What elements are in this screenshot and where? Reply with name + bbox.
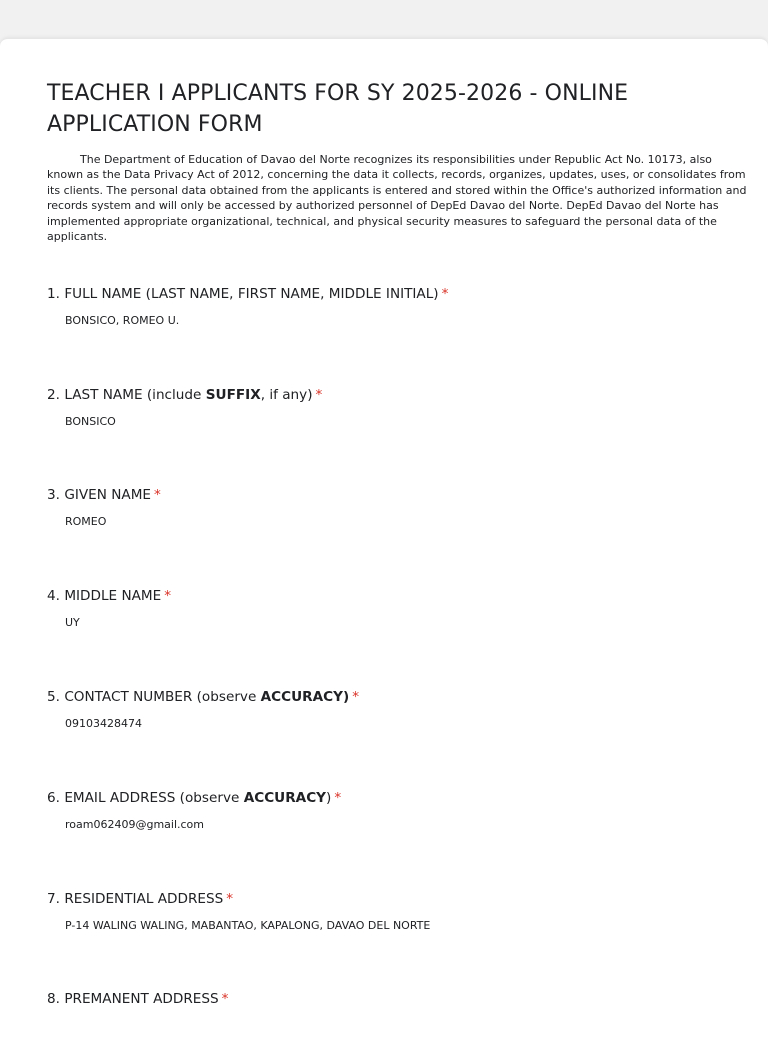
question-full-name [47, 285, 747, 328]
question-label-suffix: ) [326, 790, 332, 806]
question-residential-address [47, 890, 747, 933]
question-label: CONTACT NUMBER (observe [64, 689, 261, 705]
question-label: PREMANENT ADDRESS [64, 991, 219, 1007]
required-asterisk: * [164, 588, 172, 604]
question-title [47, 890, 747, 908]
question-label: FULL NAME (LAST NAME, FIRST NAME, MIDDLE INITIAL) [64, 286, 439, 302]
question-number: 6. [47, 790, 60, 806]
answer-contact-number: 09103428474 [65, 717, 142, 730]
question-number: 1. [47, 286, 60, 302]
question-last-name [47, 386, 747, 429]
question-middle-name [47, 587, 747, 630]
question-label: EMAIL ADDRESS (observe [64, 790, 244, 806]
required-asterisk: * [154, 487, 161, 503]
question-label-emphasis: ACCURACY [243, 790, 327, 806]
question-contact-number [47, 688, 747, 731]
question-label: GIVEN NAME [64, 487, 152, 503]
question-title [47, 285, 747, 303]
question-title [47, 789, 747, 807]
question-label: MIDDLE NAME [64, 588, 162, 604]
question-number: 5. [47, 689, 60, 705]
question-number: 7. [47, 891, 60, 907]
question-label-suffix: , if any) [260, 387, 313, 403]
form-title: TEACHER I APPLICANTS FOR SY 2025-2026 - ONLINE APPLICATION FORM [47, 81, 629, 137]
required-asterisk: * [315, 387, 323, 403]
question-title [47, 386, 747, 404]
question-number: 3. [47, 487, 60, 503]
question-label: RESIDENTIAL ADDRESS [64, 891, 224, 907]
question-number: 4. [47, 588, 60, 604]
answer-email-address: roam062409@gmail.com [65, 818, 204, 831]
question-permanent-address [47, 990, 747, 1008]
question-label-emphasis: ACCURACY) [260, 689, 350, 705]
required-asterisk: * [226, 891, 234, 907]
form-description: The Department of Education of Davao del Norte recognizes its responsibilities under Republic Act No. 10173, also known as the Data Privacy Act of 2012, concerning the data it collects, records, organizes, updates, uses, or consolidates from its clients. The personal data obtained from the applicants is entered and stored within the Office's authorized information and records system and will only be accessed by authorized personnel of DepEd Davao del Norte. DepEd Davao del Norte has implemented appropriate organizational, technical, and physical security measures to safeguard the personal data of the applicants. [47, 153, 747, 244]
question-label-emphasis: SUFFIX [205, 387, 261, 403]
question-title [47, 990, 747, 1008]
question-title [47, 486, 747, 504]
required-asterisk: * [221, 991, 229, 1007]
question-email-address [47, 789, 747, 832]
question-number: 2. [47, 387, 60, 403]
answer-given-name: ROMEO [65, 515, 107, 528]
answer-residential-address: P-14 WALING WALING, MABANTAO, KAPALONG, DAVAO DEL NORTE [65, 919, 431, 932]
answer-last-name: BONSICO [65, 415, 116, 428]
question-title [47, 587, 747, 605]
answer-full-name: BONSICO, ROMEO U. [65, 314, 180, 327]
answer-middle-name: UY [65, 616, 80, 629]
question-label: LAST NAME (include [64, 387, 206, 403]
required-asterisk: * [352, 689, 359, 705]
required-asterisk: * [334, 790, 342, 806]
question-number: 8. [47, 991, 60, 1007]
required-asterisk: * [441, 286, 449, 302]
question-given-name [47, 486, 747, 529]
question-title [47, 688, 747, 706]
